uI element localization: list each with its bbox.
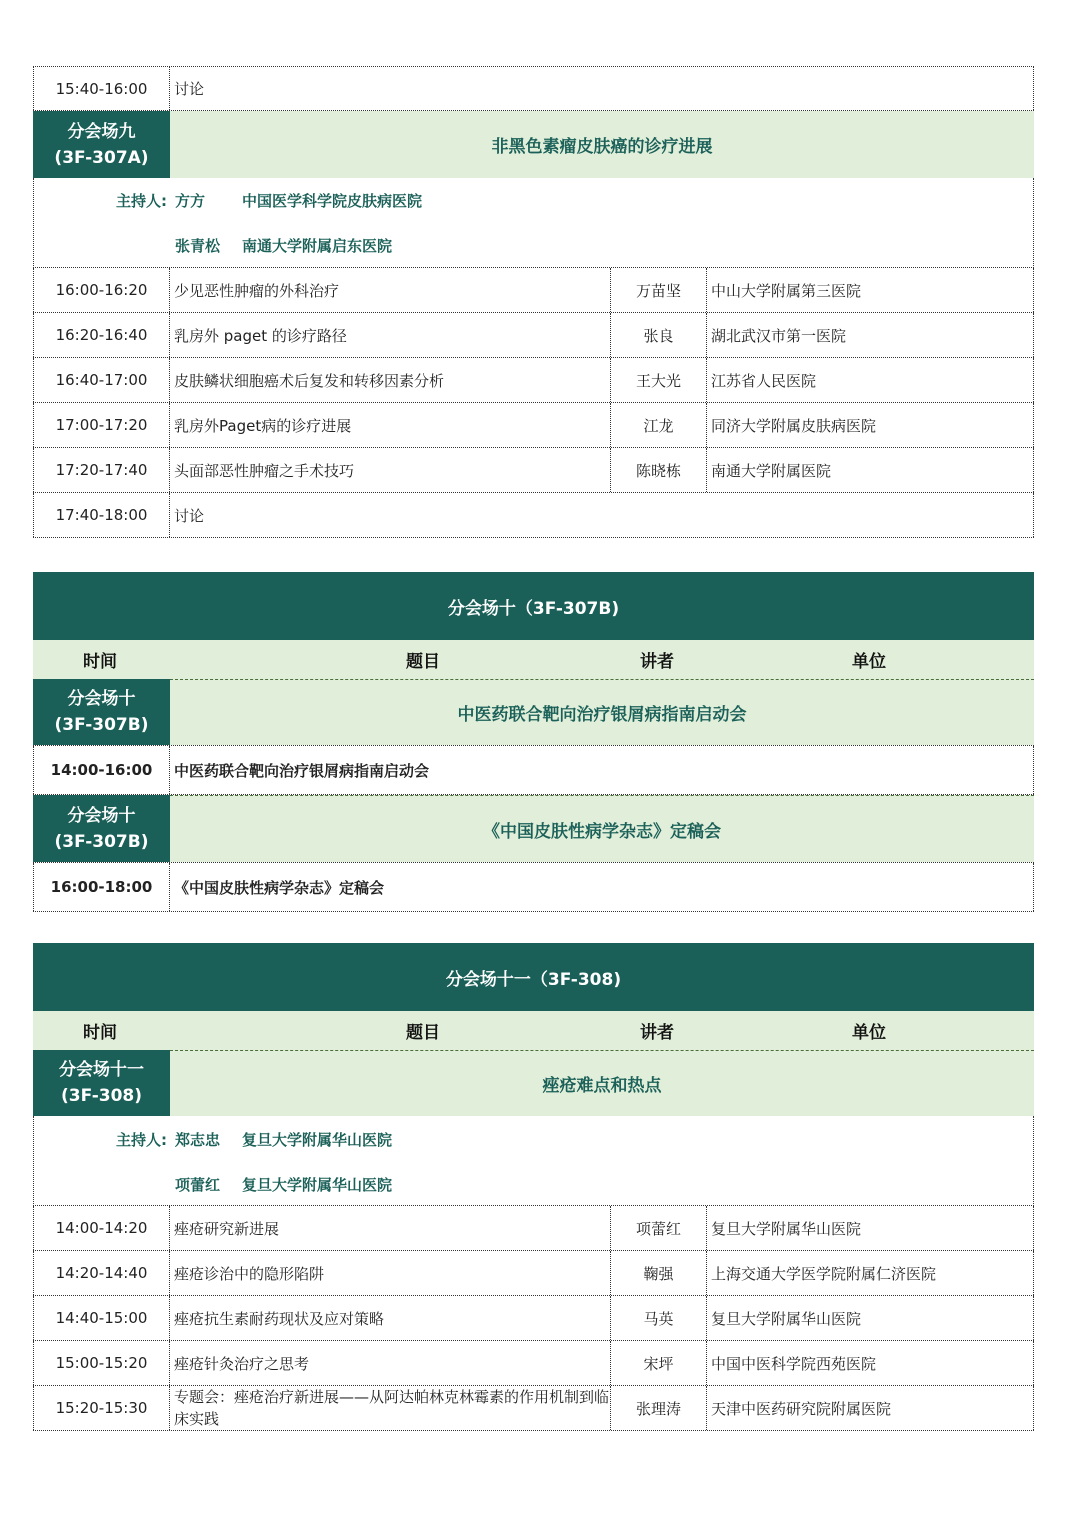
session-room: (3F-307A) <box>54 147 149 168</box>
speaker-cell: 王大光 <box>611 358 707 402</box>
unit-cell: 复旦大学附属华山医院 <box>707 1296 1034 1340</box>
session-header <box>33 111 1034 178</box>
time-cell: 16:00-16:20 <box>33 268 170 312</box>
session-label <box>33 111 170 178</box>
time-cell: 16:20-16:40 <box>33 313 170 357</box>
unit-cell: 中国中医科学院西苑医院 <box>707 1341 1034 1385</box>
topic-cell: 痤疮抗生素耐药现状及应对策略 <box>170 1296 611 1340</box>
column-header-row <box>33 1011 1034 1050</box>
section-title-bar: 分会场十一（3F-308) <box>33 943 1034 1011</box>
topic-cell: 痤疮诊治中的隐形陷阱 <box>170 1251 611 1295</box>
table-row <box>33 268 1034 313</box>
session-room: (3F-307B) <box>54 715 149 735</box>
moderator-unit: 南通大学附属启东医院 <box>242 237 393 255</box>
moderator-label: 主持人: <box>116 192 167 210</box>
table-row <box>33 1341 1034 1386</box>
unit-cell: 中山大学附属第三医院 <box>707 268 1034 312</box>
header-unit: 单位 <box>852 652 886 672</box>
table-row <box>33 862 1034 912</box>
moderator-unit: 复旦大学附属华山医院 <box>242 1131 393 1149</box>
time-cell: 17:00-17:20 <box>33 403 170 447</box>
speaker-cell: 万苗坚 <box>611 268 707 312</box>
table-row <box>33 1386 1034 1431</box>
table-row <box>33 493 1034 538</box>
speaker-cell: 陈晓栋 <box>611 448 707 492</box>
session-room: (3F-307B) <box>54 831 149 852</box>
time-cell: 15:20-15:30 <box>33 1386 170 1430</box>
session-label <box>33 679 170 745</box>
time-cell: 15:40-16:00 <box>33 67 170 110</box>
moderators-block <box>33 1116 1034 1206</box>
header-time: 时间 <box>83 652 117 672</box>
table-row <box>33 403 1034 448</box>
header-speaker: 讲者 <box>640 1023 674 1043</box>
table-row <box>33 1296 1034 1341</box>
topic-cell: 乳房外 paget 的诊疗路径 <box>170 313 611 357</box>
topic-cell: 中医药联合靶向治疗银屑病指南启动会 <box>170 746 1034 794</box>
topic-cell: 乳房外Paget病的诊疗进展 <box>170 403 611 447</box>
time-cell: 17:40-18:00 <box>33 493 170 537</box>
session-header <box>33 795 1034 862</box>
speaker-cell: 江龙 <box>611 403 707 447</box>
unit-cell: 上海交通大学医学院附属仁济医院 <box>707 1251 1034 1295</box>
table-row <box>33 448 1034 493</box>
moderators-block <box>33 178 1034 268</box>
time-cell: 17:20-17:40 <box>33 448 170 492</box>
speaker-cell: 张理涛 <box>611 1386 707 1430</box>
time-cell: 16:00-18:00 <box>33 863 170 911</box>
moderator-label: 主持人: <box>116 1131 167 1149</box>
session-title: 非黑色素瘤皮肤癌的诊疗进展 <box>170 111 1034 178</box>
time-cell: 14:20-14:40 <box>33 1251 170 1295</box>
unit-cell: 天津中医药研究院附属医院 <box>707 1386 1034 1430</box>
unit-cell: 湖北武汉市第一医院 <box>707 313 1034 357</box>
table-row <box>33 745 1034 795</box>
table-row <box>33 1251 1034 1296</box>
topic-cell: 讨论 <box>170 493 1034 537</box>
session-name: 分会场十一 <box>59 1060 144 1080</box>
speaker-cell: 马英 <box>611 1296 707 1340</box>
session-title: 中医药联合靶向治疗银屑病指南启动会 <box>170 679 1034 745</box>
session-name: 分会场九 <box>67 121 136 142</box>
session-10-table <box>33 572 1034 912</box>
session-title: 痤疮难点和热点 <box>170 1050 1034 1116</box>
moderator-unit: 复旦大学附属华山医院 <box>242 1176 393 1194</box>
speaker-cell: 项蕾红 <box>611 1206 707 1250</box>
session-11-table <box>33 943 1034 1431</box>
section-title-bar: 分会场十（3F-307B) <box>33 572 1034 640</box>
moderator-name: 方方 <box>175 192 206 210</box>
session-name: 分会场十 <box>67 689 136 709</box>
topic-cell: 专题会：痤疮治疗新进展——从阿达帕林克林霉素的作用机制到临床实践 <box>170 1386 611 1430</box>
session-header <box>33 1050 1034 1116</box>
topic-cell: 头面部恶性肿瘤之手术技巧 <box>170 448 611 492</box>
session-title: 《中国皮肤性病学杂志》定稿会 <box>170 795 1034 862</box>
table-row <box>33 358 1034 403</box>
unit-cell: 江苏省人民医院 <box>707 358 1034 402</box>
speaker-cell: 鞠强 <box>611 1251 707 1295</box>
session-room: (3F-308) <box>61 1086 142 1106</box>
time-cell: 16:40-17:00 <box>33 358 170 402</box>
header-time: 时间 <box>83 1023 117 1043</box>
moderator-name: 张青松 <box>175 237 221 255</box>
topic-cell: 痤疮针灸治疗之思考 <box>170 1341 611 1385</box>
time-cell: 14:00-16:00 <box>33 746 170 794</box>
session-name: 分会场十 <box>67 805 136 826</box>
header-topic: 题目 <box>406 652 440 672</box>
header-speaker: 讲者 <box>640 652 674 672</box>
session-header <box>33 679 1034 745</box>
header-unit: 单位 <box>852 1023 886 1043</box>
unit-cell: 复旦大学附属华山医院 <box>707 1206 1034 1250</box>
topic-cell: 皮肤鳞状细胞癌术后复发和转移因素分析 <box>170 358 611 402</box>
column-header-row <box>33 640 1034 679</box>
time-cell: 15:00-15:20 <box>33 1341 170 1385</box>
table-row <box>33 66 1034 111</box>
session-label <box>33 1050 170 1116</box>
time-cell: 14:40-15:00 <box>33 1296 170 1340</box>
topic-cell: 《中国皮肤性病学杂志》定稿会 <box>170 863 1034 911</box>
topic-cell: 讨论 <box>170 67 1034 110</box>
speaker-cell: 张良 <box>611 313 707 357</box>
unit-cell: 南通大学附属医院 <box>707 448 1034 492</box>
table-row <box>33 1206 1034 1251</box>
session-9-table <box>33 66 1034 538</box>
moderator-unit: 中国医学科学院皮肤病医院 <box>242 192 423 210</box>
moderator-name: 郑志忠 <box>175 1131 221 1149</box>
header-topic: 题目 <box>406 1023 440 1043</box>
speaker-cell: 宋坪 <box>611 1341 707 1385</box>
session-label <box>33 795 170 862</box>
topic-cell: 少见恶性肿瘤的外科治疗 <box>170 268 611 312</box>
time-cell: 14:00-14:20 <box>33 1206 170 1250</box>
moderator-name: 项蕾红 <box>175 1176 221 1194</box>
topic-cell: 痤疮研究新进展 <box>170 1206 611 1250</box>
unit-cell: 同济大学附属皮肤病医院 <box>707 403 1034 447</box>
table-row <box>33 313 1034 358</box>
